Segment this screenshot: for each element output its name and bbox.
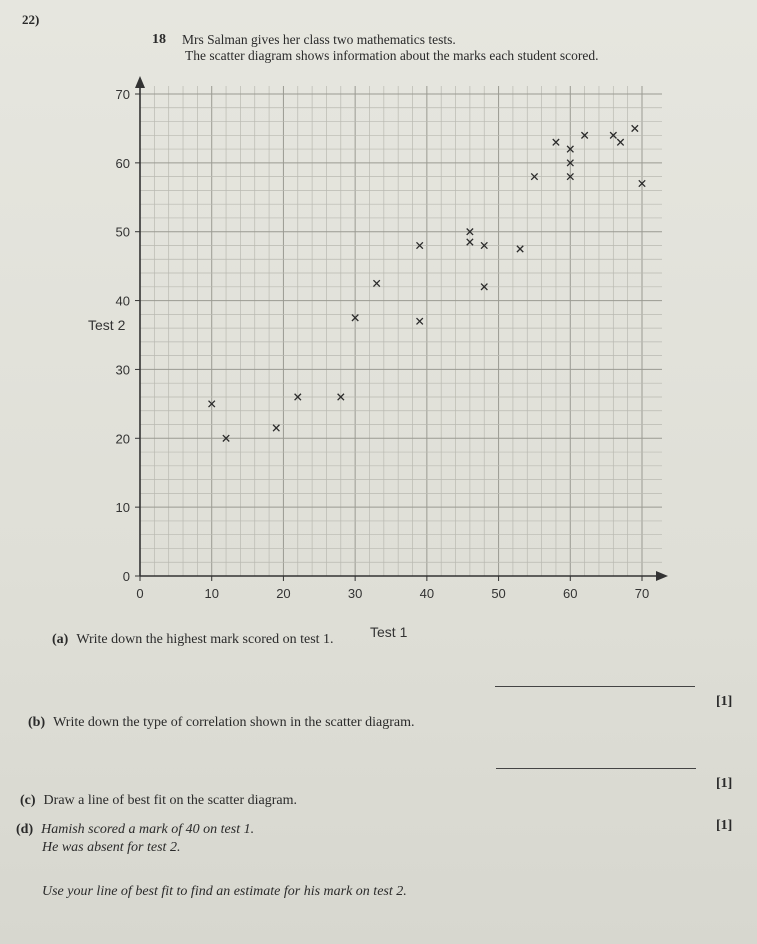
part-d-label: (d) <box>16 822 34 837</box>
x-tick-label: 40 <box>419 586 435 601</box>
part-a-label: (a) <box>52 632 69 647</box>
y-tick-label: 20 <box>115 431 130 447</box>
y-axis-label: Test 2 <box>88 317 126 333</box>
part-d-line2: He was absent for test 2. <box>42 840 181 855</box>
x-tick-label: 70 <box>634 586 650 601</box>
part-b <box>28 715 415 731</box>
part-b-label: (b) <box>28 715 46 730</box>
data-point-x-marker <box>373 280 379 286</box>
data-point-x-marker <box>632 125 638 131</box>
part-c-label: (c) <box>20 793 36 808</box>
part-c <box>20 793 297 809</box>
y-tick-label: 60 <box>115 155 130 171</box>
y-axis-arrow <box>135 76 145 88</box>
part-d-line3: Use your line of best fit to find an estimate for his mark on test 2. <box>42 884 407 899</box>
x-axis-label: Test 1 <box>370 624 408 640</box>
part-c-text: Draw a line of best fit on the scatter diagram. <box>43 793 298 808</box>
data-point-x-marker <box>273 425 279 431</box>
answer-line-b[interactable] <box>496 768 696 769</box>
y-tick-label: 70 <box>115 87 130 102</box>
part-c-marks: [1] <box>716 818 733 833</box>
y-tick-label: 40 <box>115 293 130 309</box>
data-point-x-marker <box>617 139 623 145</box>
question-number: 18 <box>152 32 166 47</box>
y-tick-label: 0 <box>122 569 130 584</box>
part-d <box>16 822 254 838</box>
y-tick-label: 30 <box>115 362 130 378</box>
y-tick-label: 50 <box>115 224 130 240</box>
axes <box>116 76 668 601</box>
part-b-marks: [1] <box>716 776 733 791</box>
data-point-x-marker <box>416 318 422 324</box>
question-intro-line1: Mrs Salman gives her class two mathematics tests. <box>182 32 456 47</box>
part-a-text: Write down the highest mark scored on test 1. <box>76 632 334 647</box>
x-tick-label: 50 <box>491 586 506 601</box>
x-axis-arrow <box>656 571 668 581</box>
x-tick-label: 10 <box>204 586 219 601</box>
answer-line-a[interactable] <box>495 686 695 687</box>
page-number: 22) <box>22 12 40 27</box>
x-tick-label: 0 <box>136 586 144 601</box>
part-b-text: Write down the type of correlation shown in the scatter diagram. <box>53 715 415 730</box>
question-intro-line2: The scatter diagram shows information about the marks each student scored. <box>185 48 599 63</box>
x-tick-label: 60 <box>563 586 578 601</box>
part-a-marks: [1] <box>716 694 733 709</box>
data-point-x-marker <box>517 246 523 252</box>
grid <box>140 86 662 576</box>
x-tick-label: 20 <box>276 586 291 601</box>
part-d-line1: Hamish scored a mark of 40 on test 1. <box>41 822 255 837</box>
x-tick-label: 30 <box>347 586 363 601</box>
y-tick-label: 10 <box>115 500 130 516</box>
part-a <box>52 632 334 648</box>
